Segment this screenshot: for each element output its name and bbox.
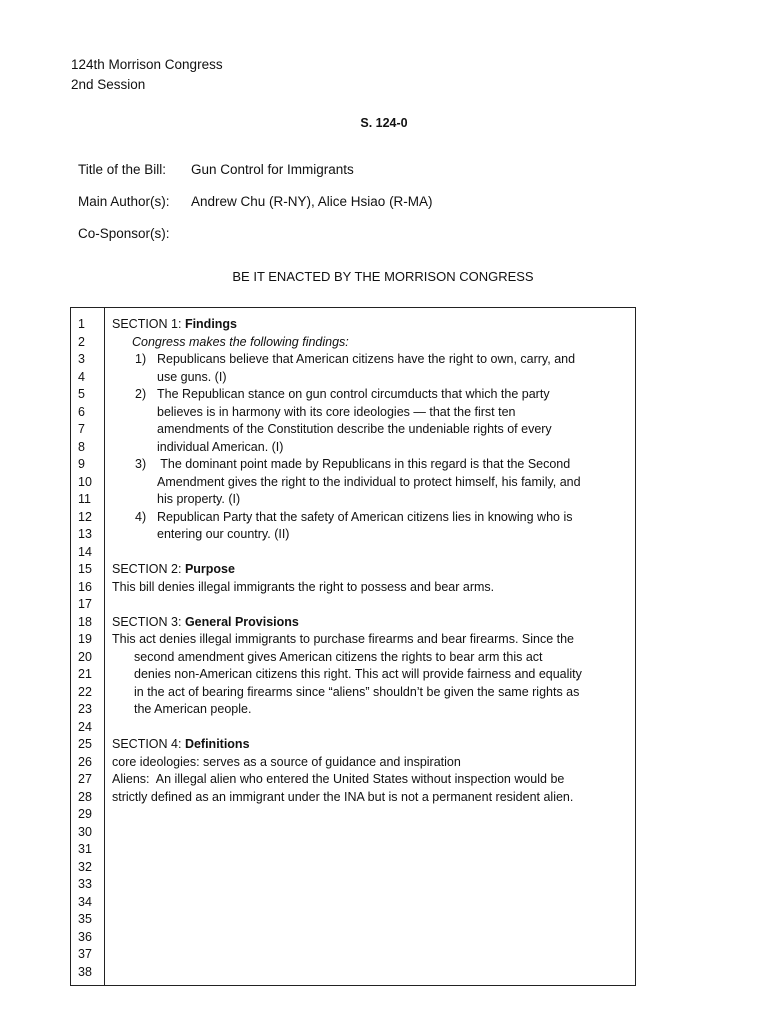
line-number: 12 bbox=[78, 509, 92, 524]
finding-1-cont: use guns. (I) bbox=[157, 369, 227, 384]
line-number: 2 bbox=[78, 334, 85, 349]
finding-3-text: The dominant point made by Republicans in this regard is that the Second bbox=[157, 457, 571, 471]
line-number: 29 bbox=[78, 807, 92, 821]
bill-text-frame bbox=[70, 307, 636, 986]
line-number: 10 bbox=[78, 474, 92, 489]
line-number: 30 bbox=[78, 824, 92, 839]
finding-2 bbox=[112, 386, 632, 404]
finding-2-cont: believes is in harmony with its core ideologies — that the first ten bbox=[157, 404, 516, 419]
line-number: 17 bbox=[78, 597, 92, 611]
line-number: 11 bbox=[78, 492, 91, 506]
line-number: 28 bbox=[78, 789, 92, 804]
line-number: 25 bbox=[78, 737, 92, 751]
bill-text bbox=[112, 316, 632, 806]
line-number: 38 bbox=[78, 964, 92, 979]
line-number: 18 bbox=[78, 614, 92, 629]
line-number: 13 bbox=[78, 527, 92, 541]
line-number: 14 bbox=[78, 544, 92, 559]
line-number: 24 bbox=[78, 719, 92, 734]
section-3-prefix: SECTION 3: bbox=[112, 614, 185, 629]
purpose-text: This bill denies illegal immigrants the right to possess and bear arms. bbox=[112, 579, 495, 594]
definition-aliens: Aliens: An illegal alien who entered the United States without inspection would be bbox=[112, 772, 565, 786]
finding-1-text: Republicans believe that American citizens have the right to own, carry, and bbox=[157, 352, 576, 366]
provisions-text-cont: the American people. bbox=[134, 702, 252, 716]
line-number: 27 bbox=[78, 772, 92, 786]
authors-label: Main Author(s): bbox=[78, 194, 170, 209]
line-number: 6 bbox=[78, 404, 85, 419]
finding-3 bbox=[112, 456, 632, 474]
line-number: 16 bbox=[78, 579, 92, 594]
finding-4-cont: entering our country. (II) bbox=[157, 527, 290, 541]
line-number: 37 bbox=[78, 947, 92, 961]
findings-intro: Congress makes the following findings: bbox=[132, 334, 349, 349]
finding-4-text: Republican Party that the safety of American citizens lies in knowing who is bbox=[157, 509, 573, 524]
enacting-clause: BE IT ENACTED BY THE MORRISON CONGRESS bbox=[232, 269, 534, 284]
line-number: 4 bbox=[78, 369, 85, 384]
line-number: 1 bbox=[78, 317, 85, 331]
line-number: 3 bbox=[78, 352, 85, 366]
line-number: 15 bbox=[78, 562, 92, 576]
blank-line bbox=[112, 544, 632, 562]
finding-2-text: The Republican stance on gun control circumducts that which the party bbox=[157, 387, 550, 401]
finding-3-marker: 3) bbox=[135, 457, 147, 471]
provisions-text-cont: in the act of bearing firearms since “aliens” shouldn’t be given the same rights as bbox=[134, 684, 580, 699]
line-number: 36 bbox=[78, 929, 92, 944]
definition-core-ideologies: core ideologies: serves as a source of guidance and inspiration bbox=[112, 754, 461, 769]
section-2-heading bbox=[112, 561, 632, 579]
finding-1 bbox=[112, 351, 632, 369]
finding-4-marker: 4) bbox=[135, 509, 147, 524]
line-number-column bbox=[71, 308, 105, 985]
congress-name: 124th Morrison Congress bbox=[71, 57, 223, 72]
line-number: 32 bbox=[78, 859, 92, 874]
section-3-heading bbox=[112, 614, 632, 632]
finding-2-marker: 2) bbox=[135, 387, 147, 401]
cosponsors-label: Co-Sponsor(s): bbox=[78, 226, 170, 241]
blank-line bbox=[112, 719, 632, 737]
section-1-title: Findings bbox=[184, 317, 238, 331]
line-number: 22 bbox=[78, 684, 92, 699]
line-number: 20 bbox=[78, 649, 92, 664]
line-number: 35 bbox=[78, 912, 92, 926]
session-name: 2nd Session bbox=[71, 77, 146, 92]
line-number: 33 bbox=[78, 877, 92, 891]
title-value: Gun Control for Immigrants bbox=[191, 162, 354, 177]
section-4-title: Definitions bbox=[184, 737, 250, 751]
line-number: 31 bbox=[78, 842, 92, 856]
line-number: 34 bbox=[78, 894, 92, 909]
finding-2-cont: individual American. (I) bbox=[157, 439, 284, 454]
provisions-text-cont: second amendment gives American citizens the rights to bear arm this act bbox=[134, 649, 543, 664]
section-1-heading bbox=[112, 316, 632, 334]
blank-line bbox=[112, 596, 632, 614]
line-number: 19 bbox=[78, 632, 92, 646]
section-3-title: General Provisions bbox=[184, 614, 299, 629]
line-number: 26 bbox=[78, 754, 92, 769]
line-number: 23 bbox=[78, 702, 92, 716]
finding-1-marker: 1) bbox=[135, 352, 147, 366]
section-4-heading bbox=[112, 736, 632, 754]
finding-3-cont: his property. (I) bbox=[157, 492, 241, 506]
bill-number: S. 124-0 bbox=[360, 116, 408, 130]
line-number: 5 bbox=[78, 387, 85, 401]
line-number: 8 bbox=[78, 439, 85, 454]
line-number: 21 bbox=[78, 667, 92, 681]
section-2-title: Purpose bbox=[184, 562, 235, 576]
definition-aliens-cont: strictly defined as an immigrant under the INA but is not a permanent resident alien. bbox=[112, 789, 574, 804]
finding-2-cont: amendments of the Constitution describe the undeniable rights of every bbox=[157, 422, 552, 436]
finding-4 bbox=[112, 509, 632, 527]
section-4-prefix: SECTION 4: bbox=[112, 737, 185, 751]
authors-value: Andrew Chu (R-NY), Alice Hsiao (R-MA) bbox=[191, 194, 433, 209]
section-2-prefix: SECTION 2: bbox=[112, 562, 185, 576]
section-1-prefix: SECTION 1: bbox=[112, 317, 185, 331]
finding-3-cont: Amendment gives the right to the individual to protect himself, his family, and bbox=[157, 474, 581, 489]
line-number: 7 bbox=[78, 422, 85, 436]
provisions-text-cont: denies non-American citizens this right. This act will provide fairness and equality bbox=[134, 667, 582, 681]
provisions-text: This act denies illegal immigrants to purchase firearms and bear firearms. Since the bbox=[112, 632, 575, 646]
line-number: 9 bbox=[78, 457, 85, 471]
title-label: Title of the Bill: bbox=[78, 162, 167, 177]
